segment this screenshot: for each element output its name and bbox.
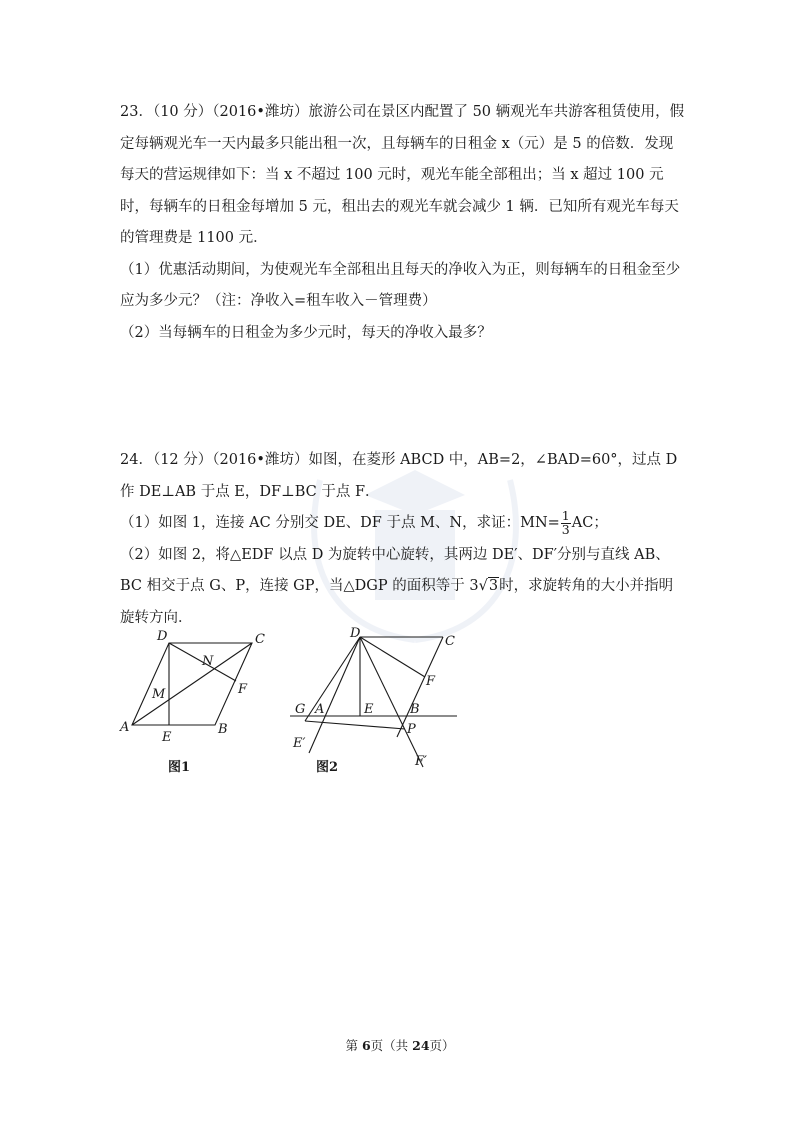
label-f-prime: F′ <box>415 754 427 769</box>
question-23 <box>120 97 685 349</box>
label-f: F <box>426 674 436 689</box>
q24-stem <box>120 445 685 508</box>
label-b: B <box>410 702 420 717</box>
q24-part2-text: （2）如图 2，将△EDF 以点 D 为旋转中心旋转，其两边 DE′、DF′分别与直线 AB、BC 相交于点 G、P，连接 GP，当△DGP 的面积等于 3 <box>120 546 670 594</box>
question-24 <box>120 445 685 634</box>
q24-part2-tail: 时，求旋转角的大小并指明旋转方向． <box>120 578 674 626</box>
label-e: E <box>162 730 172 745</box>
q24-part1-text: （1）如图 1，连接 AC 分别交 DE、DF 于点 M、N，求证：MN= <box>120 515 560 531</box>
fraction-denominator: 3 <box>561 521 570 537</box>
label-p: P <box>407 722 416 737</box>
label-g: G <box>295 702 306 717</box>
current-page: 6 <box>361 1038 371 1053</box>
line-bc-extended <box>397 637 443 737</box>
line-da-extended <box>309 637 360 753</box>
page-footer: 第 6页（共 24页） <box>345 1038 455 1053</box>
figure-2-rotation <box>285 625 475 775</box>
label-a: A <box>315 702 325 717</box>
q23-body: 旅游公司在景区内配置了 50 辆观光车共游客租赁使用，假定每辆观光车一天内最多只能出租一次，且每辆车的日租金 x（元）是 5 的倍数．发现每天的营运规律如下：当 x 不超过 100 元时，观光车能全部租出；当 x 超过 100 元时，每辆车的日租金每增加 5 元，租出去的观光车就会减少 1 辆．已知所有观光车每天的管理费是 1100 元． <box>120 104 685 246</box>
label-c: C <box>445 634 455 649</box>
label-c: C <box>255 632 265 647</box>
label-n: N <box>202 654 214 669</box>
segment-dg <box>305 637 360 721</box>
label-e: E <box>364 702 374 717</box>
label-a: A <box>120 720 130 735</box>
q24-head: 24．（12 分）（2016•潍坊） <box>120 452 309 468</box>
q24-part1-tail: AC； <box>571 515 608 531</box>
label-f: F <box>238 682 248 697</box>
sqrt-three: √3 <box>478 578 499 594</box>
q23-head: 23．（10 分）（2016•潍坊） <box>120 104 309 120</box>
q24-body: 如图，在菱形 ABCD 中，AB=2，∠BAD=60°，过点 D 作 DE⊥AB 于点 E，DF⊥BC 于点 F． <box>120 452 678 500</box>
label-e-prime: E′ <box>293 736 306 751</box>
q23-part1: （1）优惠活动期间，为使观光车全部租出且每天的净收入为正，则每辆车的日租金至少应为多少元？（注：净收入=租车收入－管理费） <box>120 261 681 309</box>
fraction-numerator: 1 <box>561 508 570 523</box>
fraction-one-third <box>561 510 571 536</box>
label-b: B <box>218 722 228 737</box>
total-pages: 24 <box>412 1038 430 1053</box>
label-d: D <box>157 629 168 644</box>
sqrt-radicand: 3 <box>488 578 499 594</box>
q23-part2: （2）当每辆车的日租金为多少元时，每天的净收入最多？ <box>120 324 492 341</box>
figure-1-caption: 图1 <box>168 760 191 775</box>
q24-part1 <box>120 508 685 540</box>
figure-2-caption: 图2 <box>316 760 339 775</box>
label-d: D <box>350 626 361 641</box>
label-m: M <box>152 687 166 702</box>
q23-stem <box>120 97 685 255</box>
q24-part2 <box>120 540 685 635</box>
figure-1-rhombus <box>115 625 275 775</box>
